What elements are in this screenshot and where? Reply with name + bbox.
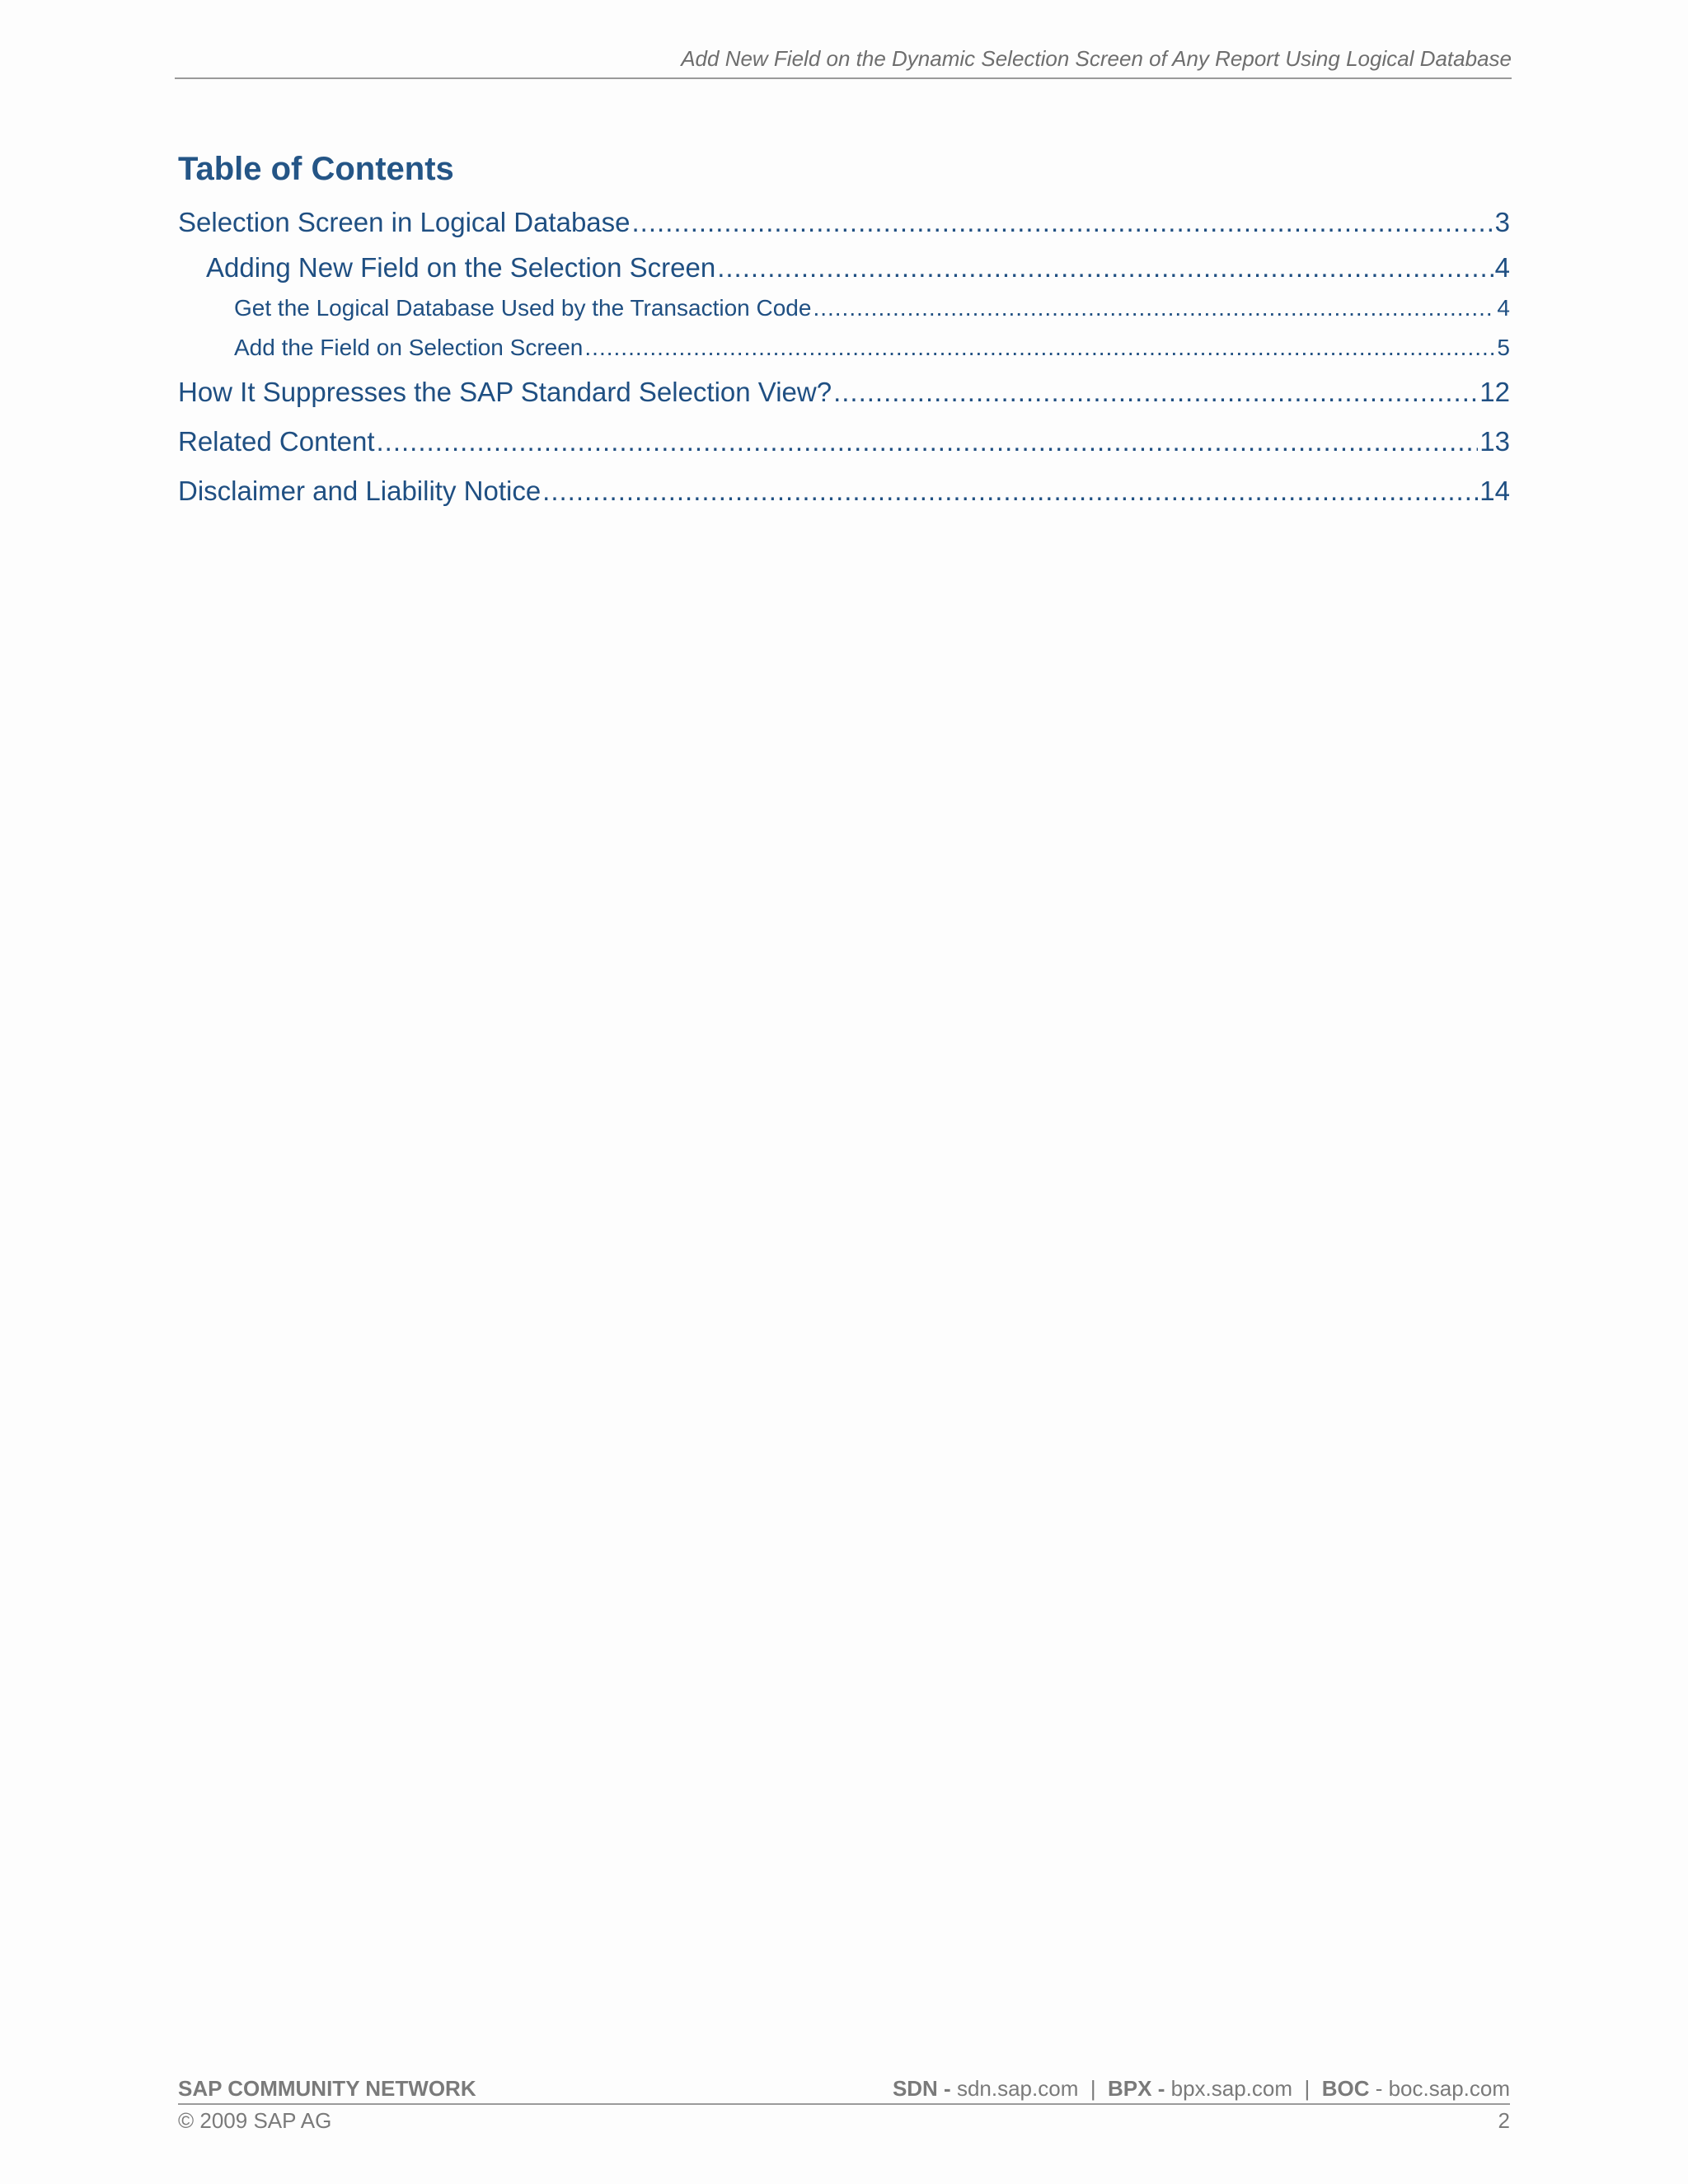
- toc-entry-label: Get the Logical Database Used by the Transaction Code: [234, 295, 812, 321]
- toc-leader-dots: [717, 247, 1493, 288]
- sdn-link[interactable]: sdn.sap.com: [956, 2076, 1079, 2101]
- toc-leader-dots: [542, 466, 1478, 516]
- page-footer: [178, 2074, 1510, 2136]
- footer-separator: |: [1090, 2076, 1096, 2101]
- toc-entry-page: 4: [1494, 252, 1510, 283]
- toc-entry-label: How It Suppresses the SAP Standard Selection View?: [178, 377, 832, 407]
- page-header: [175, 46, 1512, 79]
- toc-entry-page: 12: [1479, 377, 1510, 407]
- toc-entry-get-logical-database[interactable]: [178, 288, 1510, 328]
- toc-leader-dots: [584, 328, 1495, 368]
- toc-entry-page: 13: [1479, 426, 1510, 457]
- toc-entry-label: Adding New Field on the Selection Screen: [206, 252, 716, 283]
- document-title: Add New Field on the Dynamic Selection Screen of Any Report Using Logical Database: [681, 46, 1512, 71]
- toc-entry-page: 3: [1494, 207, 1510, 237]
- toc-leader-dots: [833, 368, 1478, 417]
- toc-entry-label: Selection Screen in Logical Database: [178, 207, 631, 237]
- page-number: 2: [1498, 2108, 1510, 2133]
- toc-heading: Table of Contents: [178, 151, 454, 187]
- bpx-label: BPX -: [1108, 2076, 1165, 2101]
- toc-entry-add-field[interactable]: [178, 328, 1510, 368]
- boc-link[interactable]: - boc.sap.com: [1375, 2076, 1510, 2101]
- toc-leader-dots: [632, 198, 1493, 247]
- footer-separator: |: [1304, 2076, 1311, 2101]
- toc-entry-disclaimer[interactable]: [178, 466, 1510, 516]
- bpx-link[interactable]: bpx.sap.com: [1170, 2076, 1293, 2101]
- footer-site-links: [893, 2074, 1510, 2103]
- toc-entry-related-content[interactable]: [178, 417, 1510, 466]
- table-of-contents: [178, 148, 1510, 516]
- toc-entry-label: Add the Field on Selection Screen: [234, 335, 584, 360]
- toc-entry-page: 4: [1497, 295, 1510, 321]
- footer-bottom-row: [178, 2105, 1510, 2136]
- toc-entry-label: Related Content: [178, 426, 375, 457]
- toc-entry-page: 14: [1479, 476, 1510, 506]
- toc-entry-selection-screen[interactable]: [178, 198, 1510, 247]
- sdn-label: SDN -: [892, 2076, 951, 2101]
- toc-leader-dots: [377, 417, 1479, 466]
- footer-top-row: [178, 2074, 1510, 2105]
- toc-entry-label: Disclaimer and Liability Notice: [178, 476, 542, 506]
- toc-leader-dots: [813, 288, 1495, 328]
- copyright-text: © 2009 SAP AG: [178, 2108, 332, 2133]
- footer-network-name: SAP COMMUNITY NETWORK: [178, 2076, 476, 2101]
- boc-label: BOC: [1321, 2076, 1370, 2101]
- toc-entry-adding-new-field[interactable]: [178, 247, 1510, 288]
- toc-entry-suppresses-standard-view[interactable]: [178, 368, 1510, 417]
- toc-entry-page: 5: [1497, 335, 1510, 360]
